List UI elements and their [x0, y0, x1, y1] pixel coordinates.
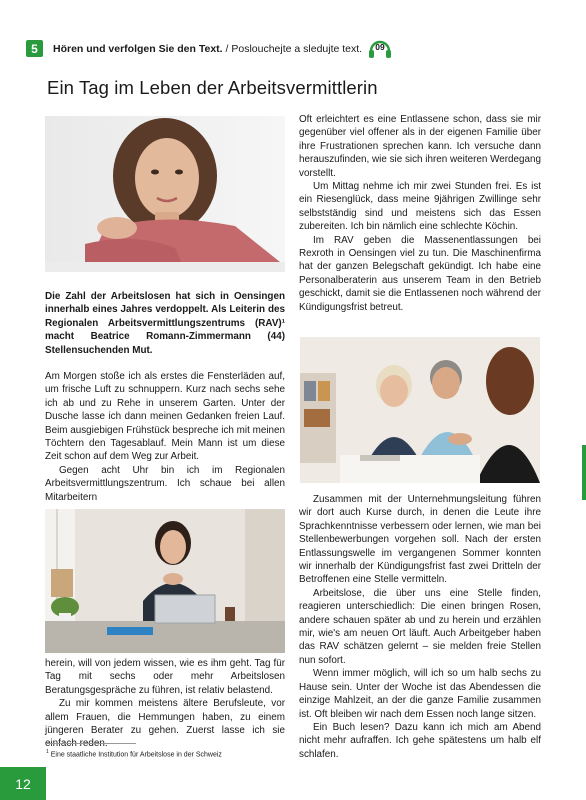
paragraph-right-7: Ein Buch lesen? Dazu kann ich mich am Abend nicht mehr aufraffen. Ich gehe spätestens um halb elf schlafen. — [299, 721, 541, 760]
lead-paragraph: Die Zahl der Arbeitslosen hat sich in Oensingen innerhalb eines Jahres verdoppelt. Als Leiterin des Regionalen Arbeitsvermittlungszentrums (RAV)¹ macht Beatrice Romann-Zimmermann (44) Stellensuchenden Mut. — [45, 291, 285, 356]
task-number-badge: 5 — [26, 40, 43, 57]
paragraph-right-2: Um Mittag nehme ich mir zwei Stunden frei. Es ist ein Riesenglück, dass meine 9jährigen Zwillinge sehr selbstständig sind und meistens sich das Essen zubereiten. Ich bin nämlich eine schlechte Köchin. — [299, 181, 541, 233]
photo-woman-laptop — [45, 509, 285, 653]
paragraph-left-1: Am Morgen stoße ich als erstes die Fensterläden auf, um frische Luft zu schnuppern. Kurz nach sechs sehe ich ab und zu Rehe in unserem Garten. Unter der Dusche lasse ich dann meinen Gedanken freien Lauf. Beim ausgiebigen Frühstück bespreche ich mit meinen Töchtern den Tagesablauf. Mein Mann ist um diese Zeit schon auf dem Weg zur Arbeit. — [45, 371, 285, 463]
paragraph-right-5: Arbeitslose, die über uns eine Stelle finden, reagieren unterschiedlich: Die einen bringen Rosen, andere schauen später ab und zu herein und erzählen mir, wie's am neuen Ort läuft. Auch Arbeitgeber haben das RAV schätzen gelernt – sie melden freie Stellen nun sofort. — [299, 587, 541, 666]
task-instruction-cz: / Poslouchejte a sledujte text. — [222, 42, 363, 55]
page-number: 12 — [0, 767, 46, 800]
paragraph-right-1: Oft erleichtert es eine Entlassene schon, dass sie mir gegenüber viel offener als in der eigenen Familie über ihre Frustrationen sprechen kann. Ich versuche dann herauszufinden, wie sie sich ihren weiteren Werdegang vorstellt. — [299, 114, 541, 179]
footnote-text: Eine staatliche Institution für Arbeitslose in der Schweiz — [48, 751, 222, 759]
article-title: Ein Tag im Leben der Arbeitsvermittlerin — [47, 77, 378, 98]
paragraph-right-6: Wenn immer möglich, will ich so um halb sechs zu Hause sein. Unter der Woche ist das Abendessen die einzige Mahlzeit, an der die ganze Familie zusammen ist. Oft bleiben wir nach dem Essen noch lange sitzen. — [299, 668, 541, 720]
left-column-bottom — [45, 657, 285, 751]
audio-track-icon[interactable] — [367, 36, 393, 60]
photo-portrait-woman — [45, 116, 285, 272]
footnote-divider — [46, 743, 136, 744]
photo-consultation-handshake — [300, 337, 540, 483]
paragraph-left-4: Zu mir kommen meistens ältere Berufsleute, vor allem Frauen, die Hemmungen haben, zu einem jüngeren Berater zu gehen. Zuerst lasse ich sie einfach reden. — [45, 698, 285, 750]
side-accent-bar — [582, 445, 586, 500]
footnote — [46, 749, 222, 758]
task-instruction-de: Hören und verfolgen Sie den Text. — [53, 42, 223, 55]
paragraph-right-4: Zusammen mit der Unternehmungsleitung führen wir dort auch Kurse durch, in denen die Leute ihre Sprachkenntnisse verbessern oder lernen, wie man bei Stellenbewerbungen vorgehen soll. Nach der ersten Entlassungswelle im vergangenen Sommer konnten wir innerhalb der Kündigungsfrist fast zwei Dritteln der Betroffenen eine Stelle vermitteln. — [299, 494, 541, 586]
right-column-bottom — [299, 493, 541, 761]
audio-track-number: 09 — [375, 42, 385, 52]
paragraph-right-3: Im RAV geben die Massenentlassungen bei Rexroth in Oensingen viel zu tun. Die Maschinenfirma hat der ganzen Belegschaft gekündigt. Ich habe eine Personalberaterin aus unserem Team in den Betrieb geschickt, damit sie die Entlassenen noch während der Kündigungsfrist betreut. — [299, 234, 541, 313]
task-instruction — [53, 43, 362, 55]
task-header — [26, 40, 362, 57]
paragraph-left-2: Gegen acht Uhr bin ich im Regionalen Arbeitsvermittlungszentrum. Ich schaue bei allen Mitarbeitern — [45, 464, 285, 503]
footnote-mark: 1 — [46, 749, 49, 755]
left-column-top — [45, 290, 285, 504]
paragraph-left-3: herein, will von jedem wissen, wie es ihm geht. Tag für Tag mit sechs oder mehr Arbeitslosen Beratungsgespräche zu führen, ist relativ belastend. — [45, 658, 285, 696]
right-column-top — [299, 113, 541, 314]
